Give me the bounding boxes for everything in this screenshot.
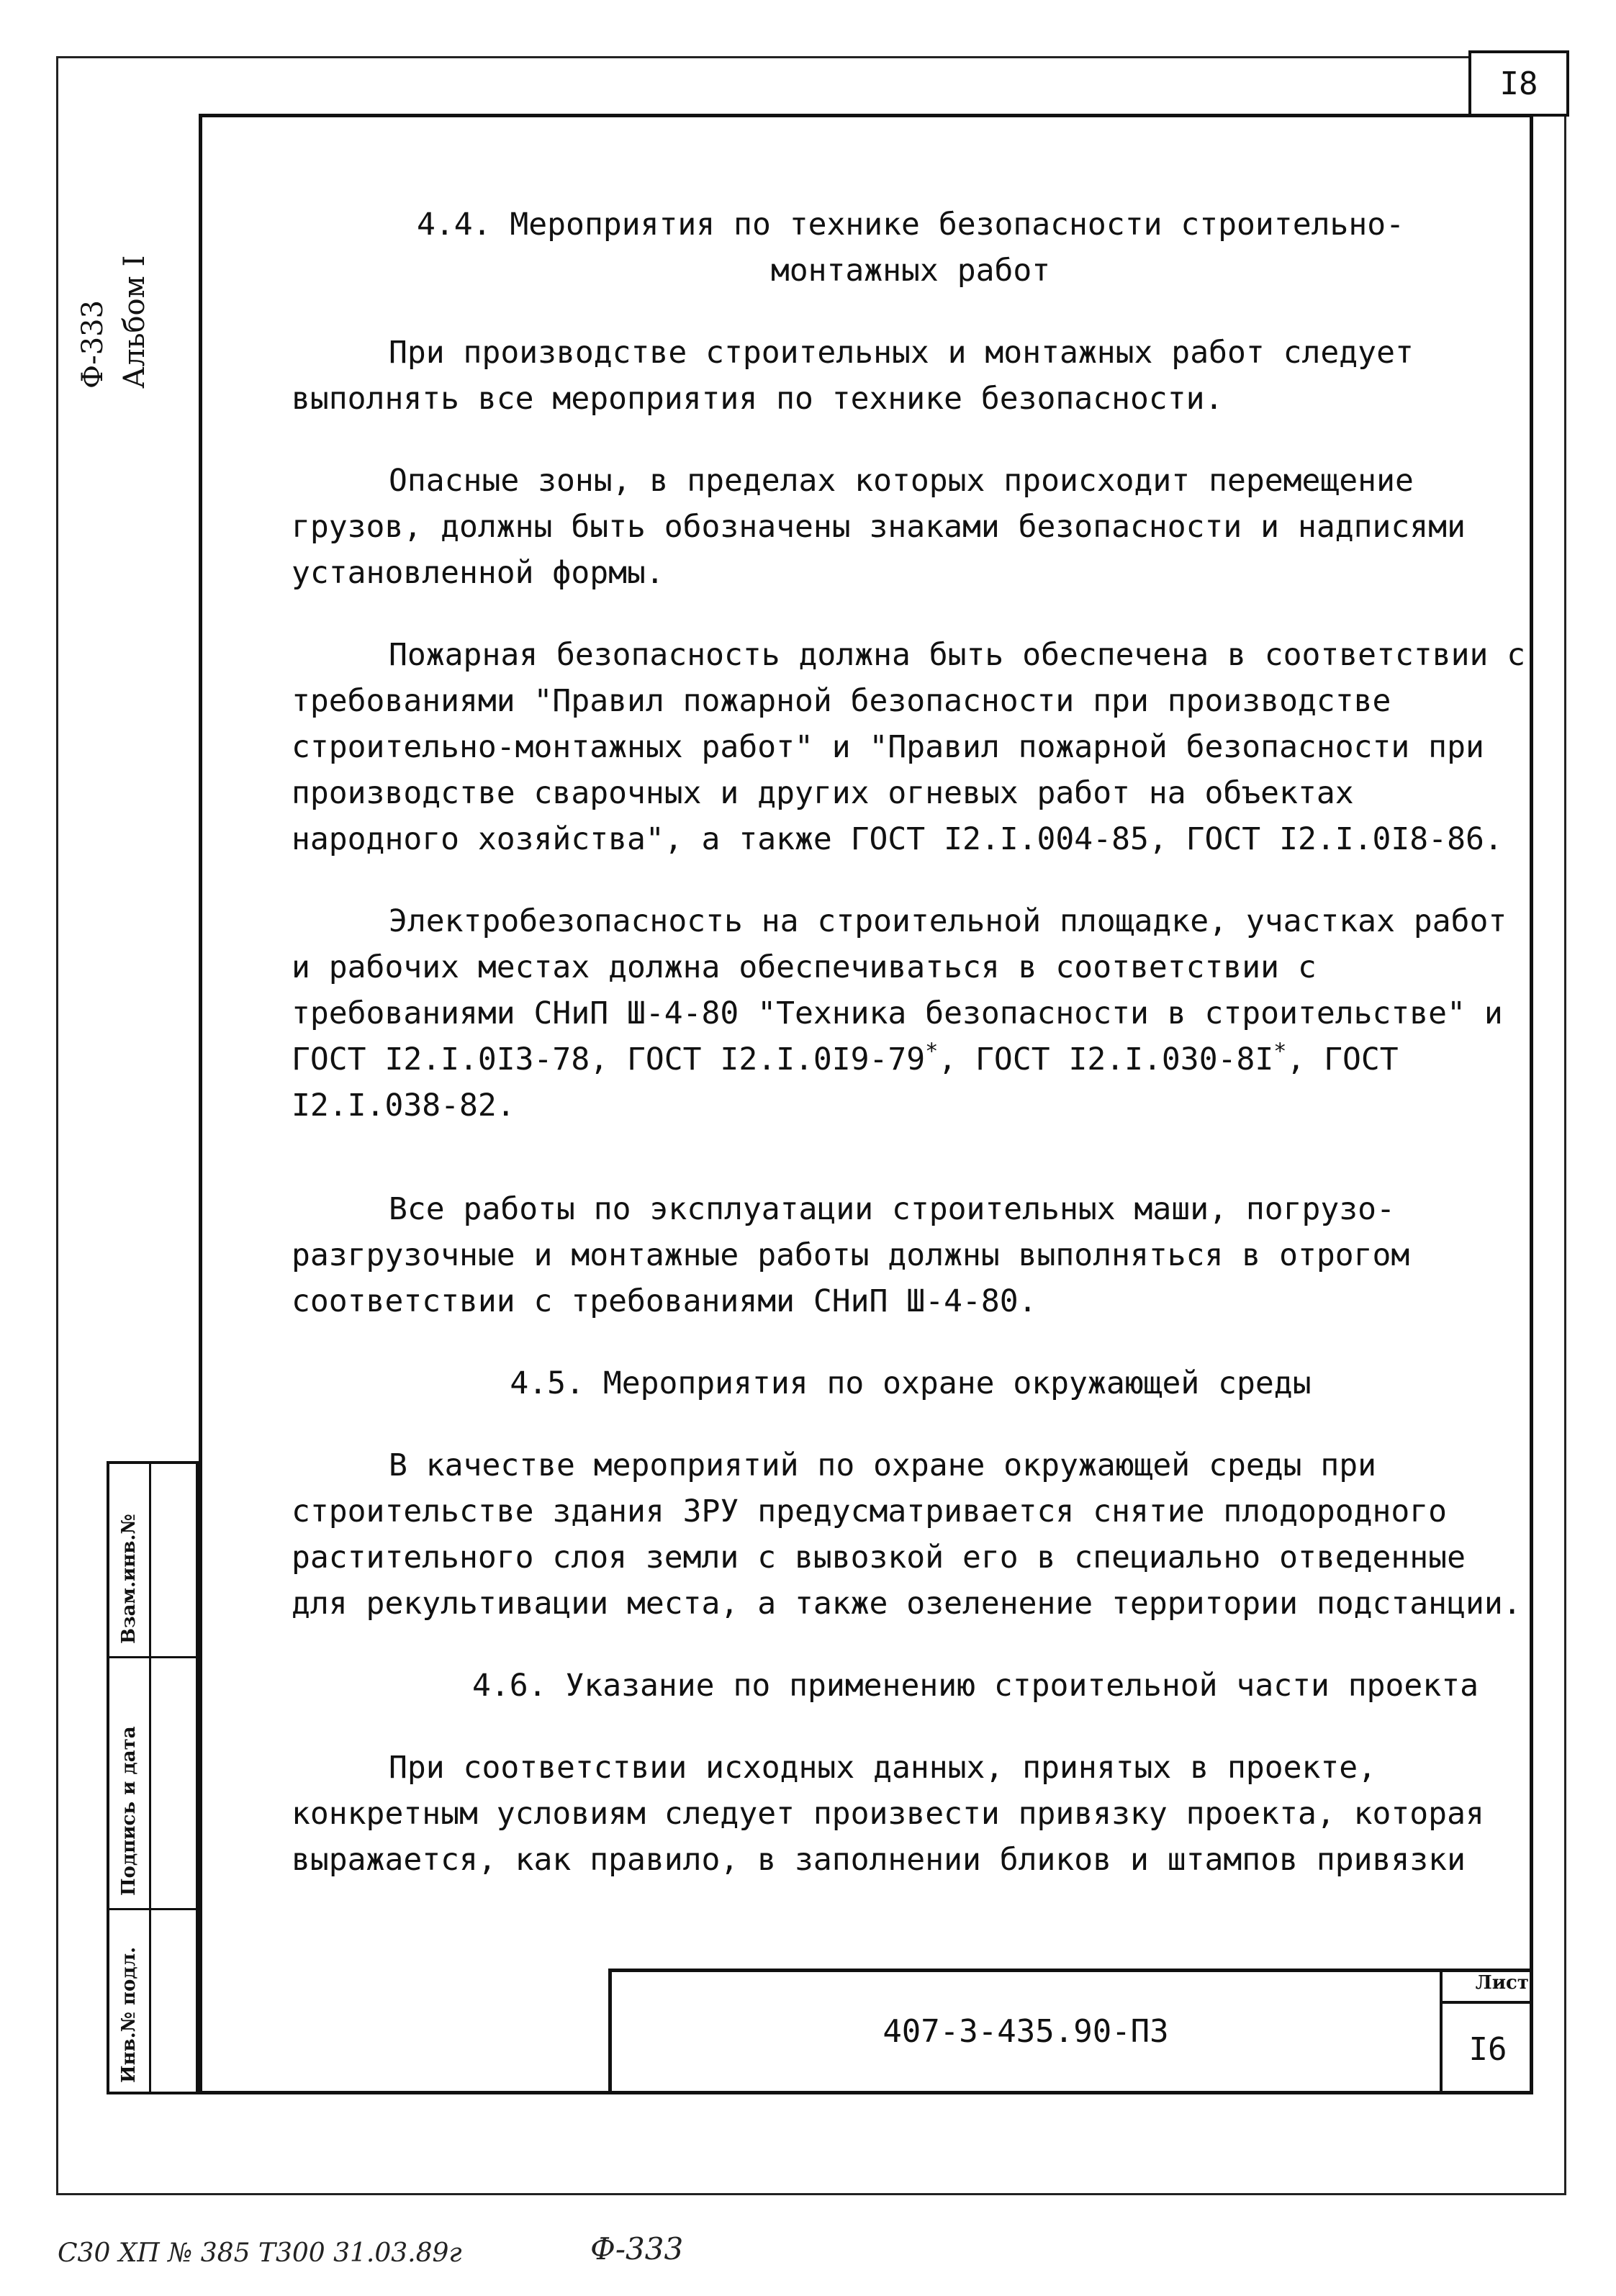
title-block — [608, 1969, 1533, 2094]
paragraph-2: Опасные зоны, в пределах которых происходит перемещение грузов, должны быть обозначены знаками безопасности и надписями установленной формы. — [292, 463, 1466, 591]
paragraph-3: Пожарная безопасность должна быть обеспечена в соответствии с требованиями "Правил пожарной безопасности при производстве строительно-монтажных работ" и "Правил пожарной безопасности при производстве сварочных и других огневых работ на объектах народного хозяйства", а также ГОСТ I2.I.004-85, ГОСТ I2.I.0I8-86. — [292, 637, 1526, 857]
heading-4-4: 4.4. Мероприятия по технике безопасности строительно- монтажных работ — [416, 207, 1405, 289]
cipher-line-1: Ф-333 — [76, 299, 109, 389]
label-podpis: Подпись и дата — [118, 1726, 140, 1896]
paragraph-5: Все работы по эксплуатации строительных маши, погрузо-разгрузочные и монтажные работы должны выполняться в отрогом соответствии с требованиями СНиП Ш-4-80. — [292, 1191, 1410, 1319]
sheet-label: Лист — [1443, 1972, 1533, 2004]
sheet-cell — [1440, 1972, 1533, 2091]
stamp-cell-inv — [109, 1910, 196, 2092]
sheet-number: I6 — [1468, 2030, 1507, 2068]
side-cipher — [72, 202, 173, 389]
stamp-cell-podpis — [109, 1658, 196, 1910]
heading-4-6: 4.6. Указание по применению строительной части проекта — [472, 1668, 1479, 1704]
footer-handwritten-note: С30 ХП № 385 Т300 31.03.89г — [58, 2238, 462, 2268]
paragraph-1: При производстве строительных и монтажных работ следует выполнять все мероприятия по технике безопасности. — [292, 335, 1414, 417]
paragraph-7: При соответствии исходных данных, принятых в проекте, конкретным условиям следует произвести привязку проекта, которая выражается, как правило, в заполнении бликов и штампов привязки — [292, 1750, 1484, 1878]
heading-4-5: 4.5. Мероприятия по охране окружающей среды — [510, 1365, 1312, 1401]
document-body — [292, 202, 1530, 1883]
label-inv: Инв.№ подл. — [118, 1946, 140, 2083]
stamp-cell-vzam — [109, 1464, 196, 1658]
cipher-line-2: Альбом I — [118, 255, 151, 389]
paragraph-6: В качестве мероприятий по охране окружающей среды при строительстве здания ЗРУ предусматривается снятие плодородного растительного слоя земли с вывозкой его в специально отведенные для рекультивации места, а также озеленение территории подстанции. — [292, 1447, 1522, 1622]
footer-code: Ф-333 — [590, 2231, 684, 2266]
label-vzam: Взам.инв.№ — [118, 1514, 140, 1644]
document-code: 407-3-435.90-ПЗ — [883, 2013, 1169, 2050]
paragraph-4: Электробезопасность на строительной площадке, участках работ и рабочих местах должна обеспечиваться в соответствии с требованиями СНиП Ш-4-80 "Техника безопасности в строительстве" и ГОСТ I2.I.0I3-78, ГОСТ I2.I.0I9-79*, ГОСТ I2.I.030-8I*, ГОСТ I2.I.038-82. — [292, 903, 1507, 1124]
sheet-number-top: I8 — [1468, 50, 1569, 117]
side-stamp-column — [107, 1461, 199, 2094]
